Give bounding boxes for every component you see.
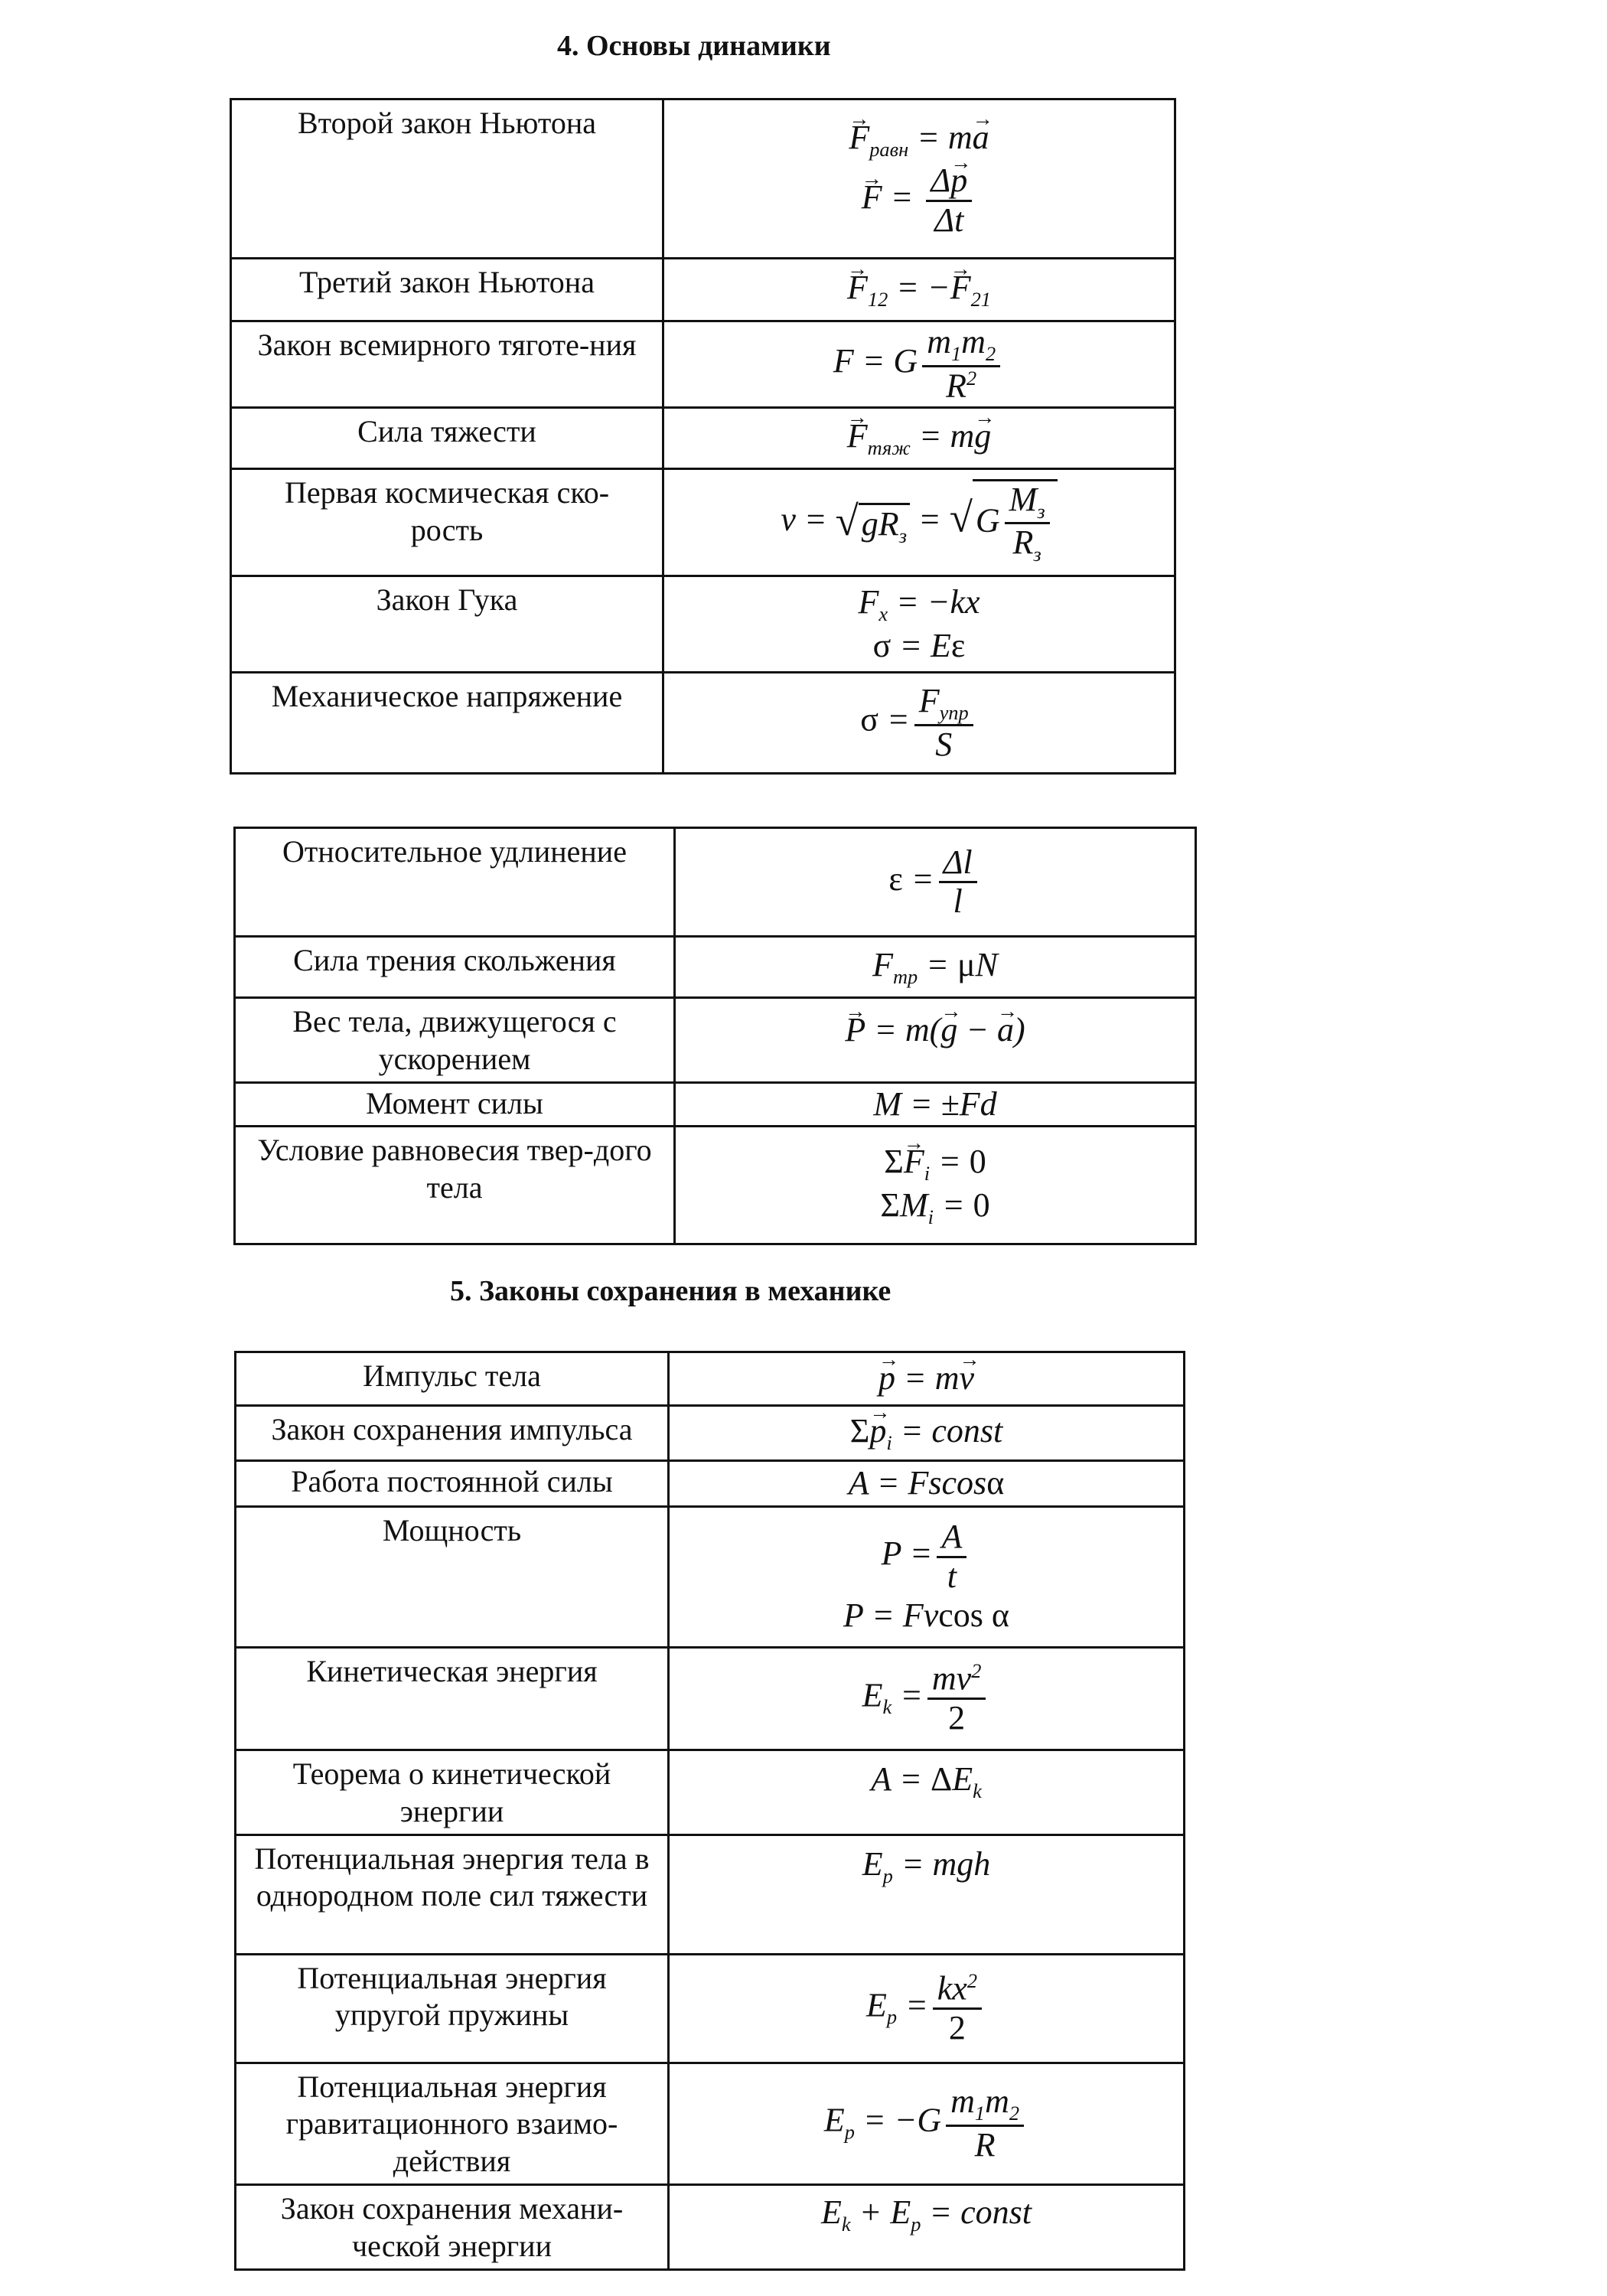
section-5-title: 5. Законы сохранения в механике [450, 1275, 892, 1307]
table-row [231, 321, 1175, 408]
row-label: Импульс тела [236, 1352, 669, 1406]
row-label: Мощность [236, 1507, 669, 1648]
row-label: Потенциальная энергия упругой пружины [236, 1954, 669, 2063]
formula-equilibrium: $\Sigma\to F_i = 0$ $\Sigma M_i = 0$ [675, 1127, 1196, 1244]
row-label: Третий закон Ньютона [231, 259, 663, 321]
formula-sliding-friction: $F_{тр} = \mu N$ [675, 937, 1196, 998]
row-label: Сила трения скольжения [235, 937, 675, 998]
dynamics-table-continued [233, 827, 1197, 1245]
row-label: Потенциальная энергия гравитационного взаимо-действия [236, 2063, 669, 2184]
formula-potential-energy-gravitational: $E_p = -G$ $\frac{m_1m_2}{R}$ [669, 2063, 1185, 2184]
row-label: Условие равновесия твер-дого тела [235, 1127, 675, 1244]
table-row [236, 1835, 1185, 1954]
row-label: Сила тяжести [231, 407, 663, 468]
table-row [231, 407, 1175, 468]
formula-work: A = Fscosα [669, 1461, 1185, 1507]
table-row [235, 998, 1196, 1083]
row-label: Второй закон Ньютона [231, 99, 663, 259]
formula-relative-elongation: ε = $\frac{\Delta l}{l}$ [675, 828, 1196, 937]
table-row [236, 1954, 1185, 2063]
conservation-laws-table [234, 1351, 1185, 2271]
section-4-title: 4. Основы динамики [557, 30, 831, 62]
row-label: Механическое напряжение [231, 672, 663, 773]
formula-momentum: → p = m→ v [669, 1352, 1185, 1406]
table-row [236, 2063, 1185, 2184]
row-label: Теорема о кинетической энергии [236, 1750, 669, 1835]
formula-torque: M = ±Fd [675, 1082, 1196, 1127]
row-label: Потенциальная энергия тела в однородном поле сил тяжести [236, 1835, 669, 1954]
dynamics-table [230, 98, 1176, 775]
formula-mechanical-energy-conservation: $E_k + E_p$ = const [669, 2184, 1185, 2269]
table-row [235, 1082, 1196, 1127]
table-row [236, 1750, 1185, 1835]
table-row [236, 2184, 1185, 2269]
row-label: Первая космическая ско-рость [231, 468, 663, 576]
table-row [236, 1406, 1185, 1461]
formula-stress: σ = $\frac{F_{упр}}{S}$ [663, 672, 1175, 773]
table-row [231, 259, 1175, 321]
table-row [231, 576, 1175, 672]
row-label: Работа постоянной силы [236, 1461, 669, 1507]
table-row [236, 1648, 1185, 1750]
formula-momentum-conservation: $\Sigma\to p_i$ = const [669, 1406, 1185, 1461]
table-row [231, 468, 1175, 576]
formula-gravitation: F = G $\frac{m_1m_2}{R^2}$ [663, 321, 1175, 408]
row-label: Относительное удлинение [235, 828, 675, 937]
table-row [231, 672, 1175, 773]
table-row [235, 1127, 1196, 1244]
row-label: Кинетическая энергия [236, 1648, 669, 1750]
table-row [235, 937, 1196, 998]
row-label: Момент силы [235, 1082, 675, 1127]
row-label: Закон всемирного тяготе-ния [231, 321, 663, 408]
formula-work-energy-theorem: $A = \Delta E_k$ [669, 1750, 1185, 1835]
row-label: Вес тела, движущегося с ускорением [235, 998, 675, 1083]
row-label: Закон сохранения импульса [236, 1406, 669, 1461]
formula-potential-energy-spring: $E_p$ = $\frac{kx^2}{2}$ [669, 1954, 1185, 2063]
formula-potential-energy-gravity: $E_p$ = mgh [669, 1835, 1185, 1954]
table-row [236, 1507, 1185, 1648]
row-label: Закон сохранения механи-ческой энергии [236, 2184, 669, 2269]
formula-newton-2: → $F_{равн} = m\to a$ → F = $\frac{\Delta\to p}{\Delta t}$ [663, 99, 1175, 259]
row-label: Закон Гука [231, 576, 663, 672]
table-row [231, 99, 1175, 259]
formula-gravity-force: → $F_{тяж} = m\to g$ [663, 407, 1175, 468]
formula-power: P = $\frac{A}{t}$ P = Fvcos α [669, 1507, 1185, 1648]
formula-weight-accelerating: → P = m(→ g − → a) [675, 998, 1196, 1083]
table-row [235, 828, 1196, 937]
formula-newton-3: → $F_{12}$ = −→ $F_{21}$ [663, 259, 1175, 321]
formula-hooke: $F_x = -kx$ σ = Eε [663, 576, 1175, 672]
table-row [236, 1461, 1185, 1507]
formula-first-cosmic-speed: $v = √gR_з = √G$ $\frac{M_з}{R_з}$ [663, 468, 1175, 576]
table-row [236, 1352, 1185, 1406]
formula-kinetic-energy: $E_k$ = $\frac{mv^2}{2}$ [669, 1648, 1185, 1750]
